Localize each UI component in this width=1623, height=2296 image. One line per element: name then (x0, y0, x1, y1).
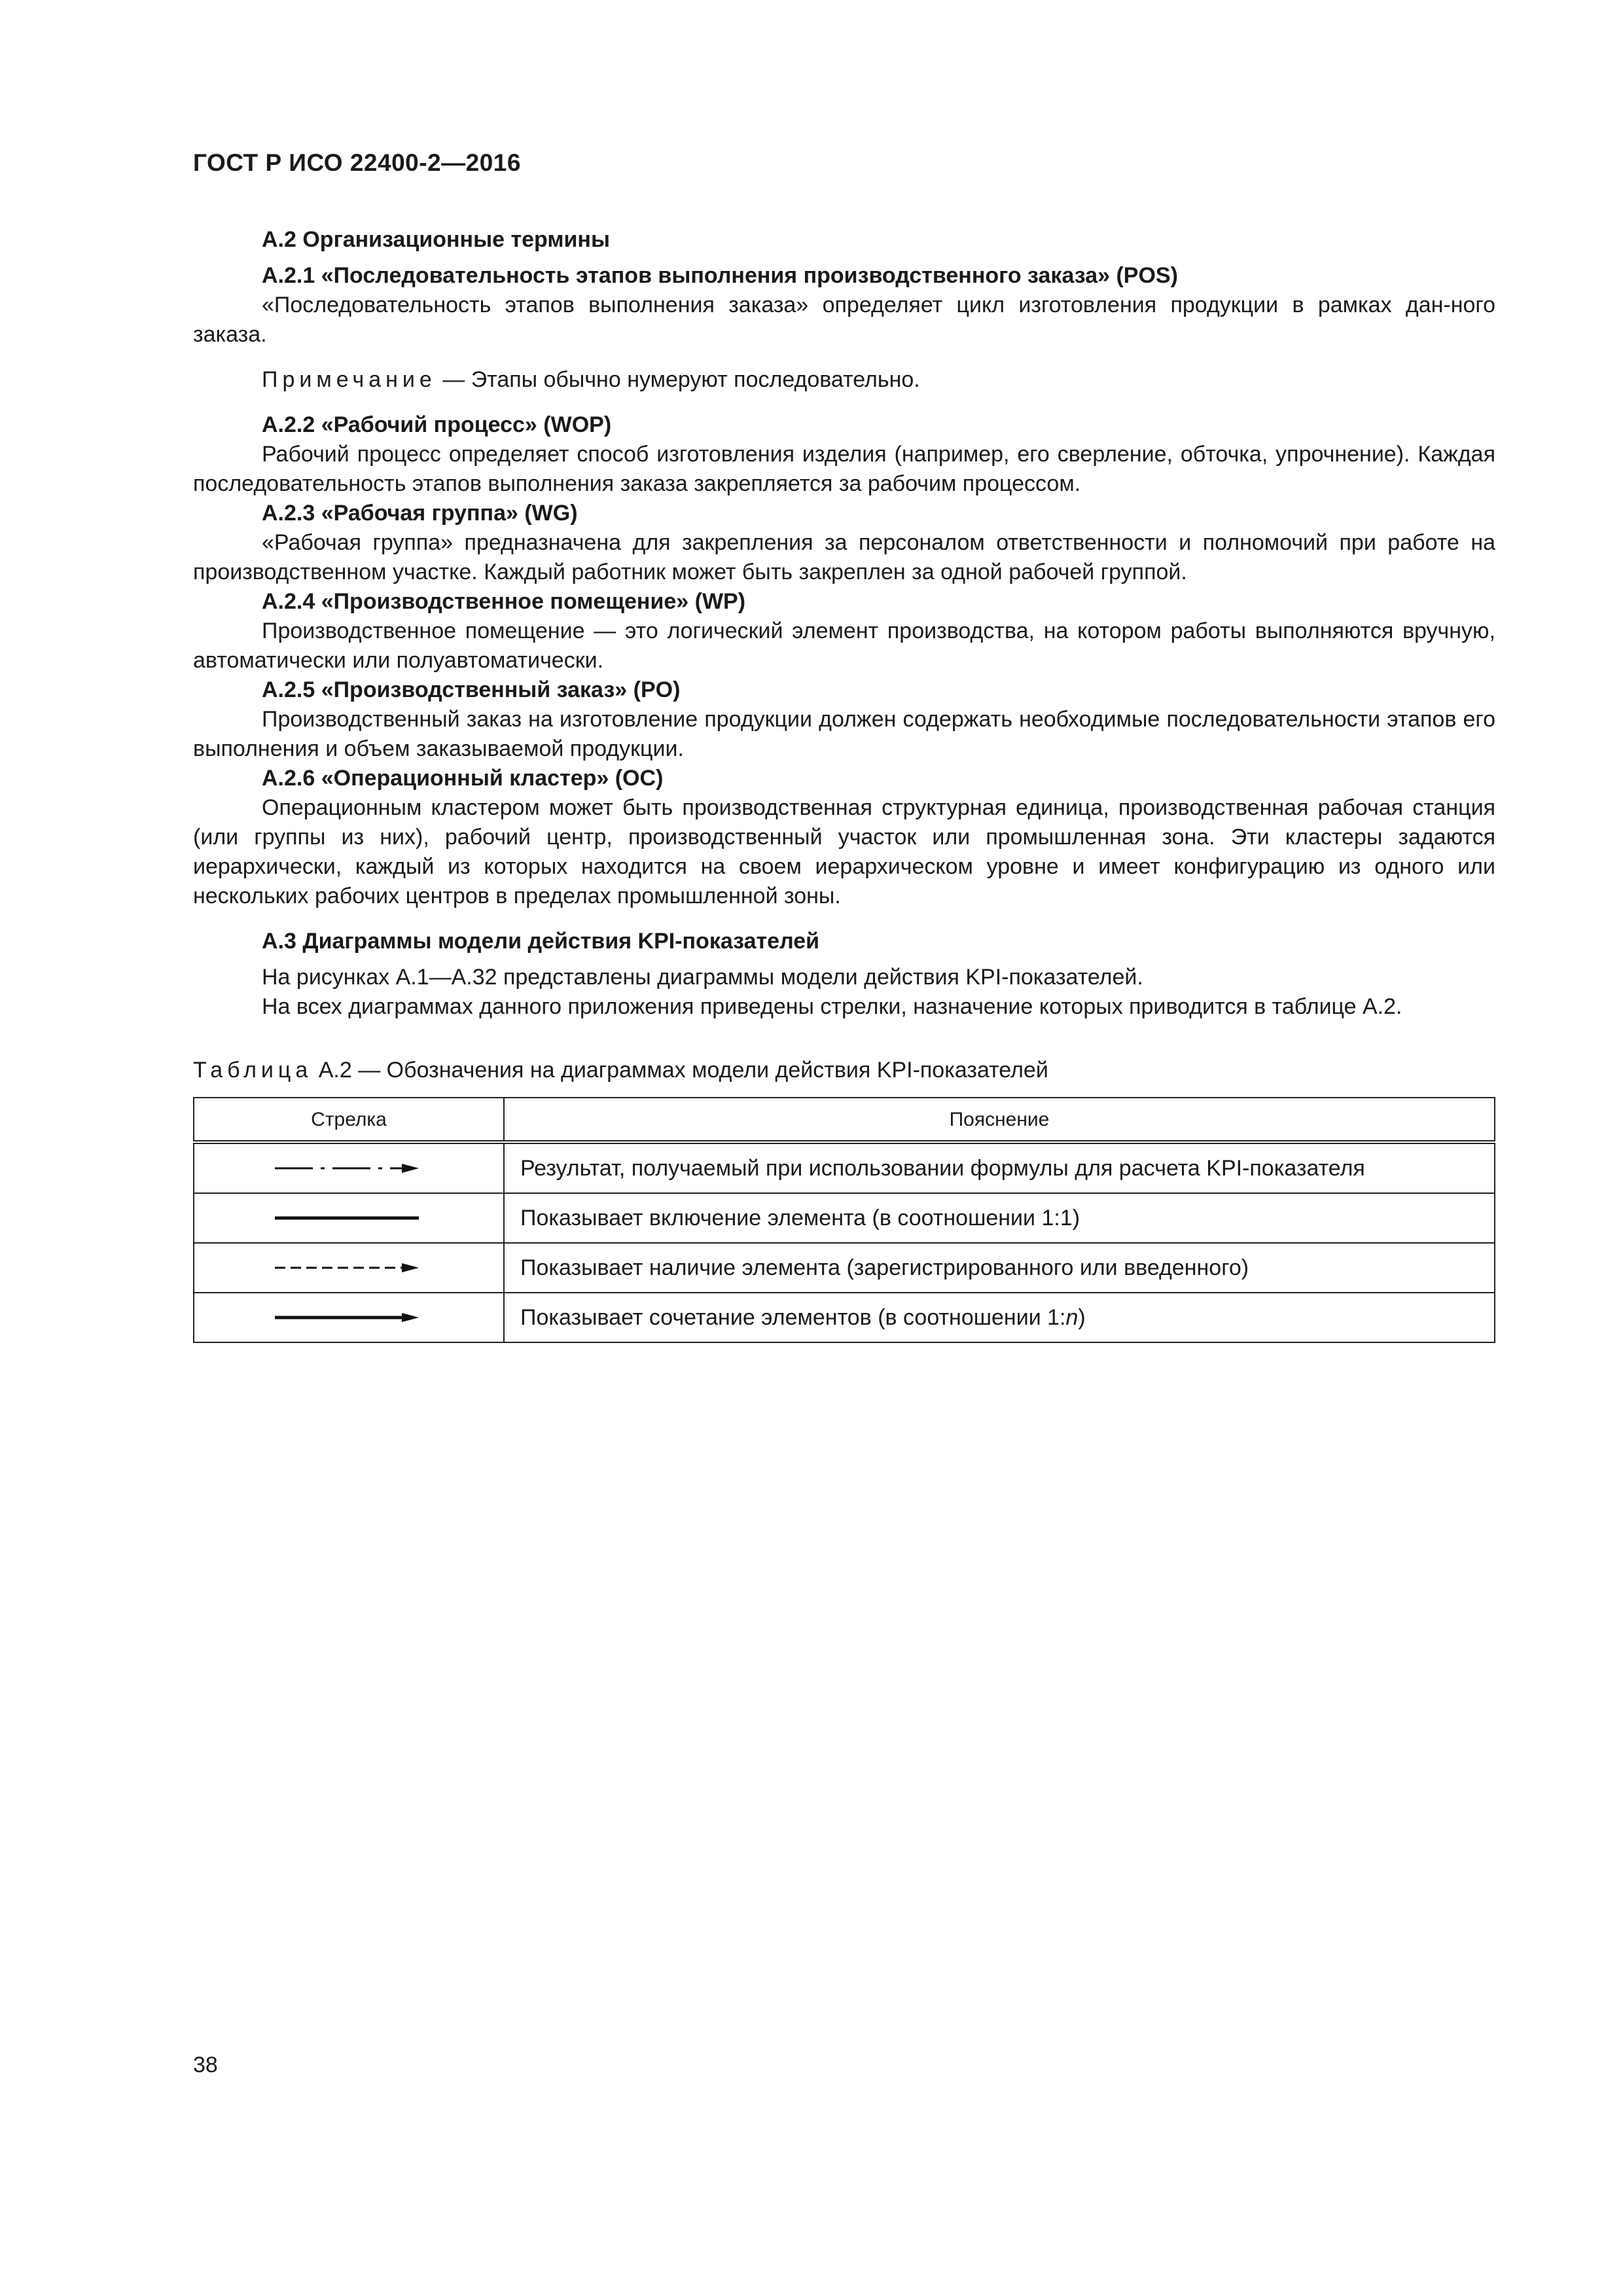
section-a26-text: Операционным кластером может быть производственная структурная единица, производственная рабочая станция (или группы из них), рабочий центр, производственный участок или промышленная зона. Эти кластеры задаются иерархически, каждый из которых находится на своем иерархическом уровне и имеет конфигурацию из одного или нескольких рабочих центров в пределах промышленной зоны. (193, 795, 1495, 908)
row-description (504, 1293, 1495, 1342)
section-a3-text2: На всех диаграммах данного приложения приведены стрелки, назначение которых приводится в таблице А.2. (262, 994, 1402, 1019)
solid-arrow-icon (274, 1310, 424, 1325)
note-text: — Этапы обычно нумеруют последовательно. (436, 367, 920, 392)
section-a22-title: А.2.2 «Рабочий процесс» (WOP) (262, 412, 612, 437)
section-a3-title: А.3 Диаграммы модели действия KPI-показателей (262, 929, 820, 954)
section-a26-title: А.2.6 «Операционный кластер» (OC) (262, 766, 664, 791)
column-header-arrow: Стрелка (194, 1098, 504, 1142)
table-caption-text: А.2 — Обозначения на диаграммах модели действия KPI-показателей (312, 1058, 1048, 1083)
row-description: Результат, получаемый при использовании формулы для расчета KPI-показателя (504, 1142, 1495, 1193)
table-caption-label: Таблица (193, 1058, 313, 1083)
section-a25-text: Производственный заказ на изготовление продукции должен содержать необходимые последовательности этапов его выполнения и объем заказываемой продукции. (193, 707, 1495, 761)
legend-table (193, 1097, 1495, 1343)
section-a25-title: А.2.5 «Производственный заказ» (PO) (262, 677, 681, 702)
section-a21-title: А.2.1 «Последовательность этапов выполнения производственного заказа» (POS) (262, 263, 1178, 288)
section-a22-text: Рабочий процесс определяет способ изготовления изделия (например, его сверление, обточка, упрочнение). Каждая последовательность этапов выполнения заказа закрепляется за рабочим процессом. (193, 442, 1495, 496)
arrow-cell (194, 1293, 504, 1342)
section-a3-text1: На рисунках А.1—А.32 представлены диаграммы модели действия KPI-показателей. (262, 965, 1143, 990)
section-a24-title: А.2.4 «Производственное помещение» (WP) (262, 589, 746, 614)
document-body (193, 225, 1495, 1343)
dashed-arrow-icon (274, 1260, 424, 1276)
table-row (194, 1243, 1495, 1293)
table-caption (193, 1056, 1495, 1085)
table-header-row (194, 1098, 1495, 1142)
row-description-suffix: ) (1078, 1304, 1086, 1330)
arrow-cell (194, 1243, 504, 1293)
table-row (194, 1293, 1495, 1342)
page-number: 38 (193, 2053, 218, 2077)
table-row (194, 1193, 1495, 1243)
note-label: Примечание (262, 367, 437, 392)
row-description: Показывает включение элемента (в соотношении 1:1) (504, 1193, 1495, 1243)
section-a2-title: А.2 Организационные термины (262, 227, 610, 252)
dash-dot-arrow-icon (274, 1160, 424, 1176)
section-a21-text: «Последовательность этапов выполнения заказа» определяет цикл изготовления продукции в рамках дан-ного заказа. (193, 293, 1495, 347)
column-header-description: Пояснение (504, 1098, 1495, 1142)
row-description-italic: n (1065, 1304, 1079, 1330)
arrow-cell (194, 1193, 504, 1243)
row-description-prefix: Показывает сочетание элементов (в соотношении 1: (520, 1304, 1066, 1330)
table-row (194, 1142, 1495, 1193)
document-header: ГОСТ Р ИСО 22400-2—2016 (193, 149, 521, 176)
section-a24-text: Производственное помещение — это логический элемент производства, на котором работы выполняются вручную, автоматически или полуавтоматически. (193, 619, 1495, 673)
section-a21-note (193, 365, 1495, 395)
row-description: Показывает наличие элемента (зарегистрированного или введенного) (504, 1243, 1495, 1293)
arrow-cell (194, 1142, 504, 1193)
solid-line-icon (274, 1210, 424, 1226)
section-a23-text: «Рабочая группа» предназначена для закрепления за персоналом ответственности и полномочий при работе на производственном участке. Каждый работник может быть закреплен за одной рабочей группой. (193, 530, 1495, 584)
section-a23-title: А.2.3 «Рабочая группа» (WG) (262, 501, 578, 526)
